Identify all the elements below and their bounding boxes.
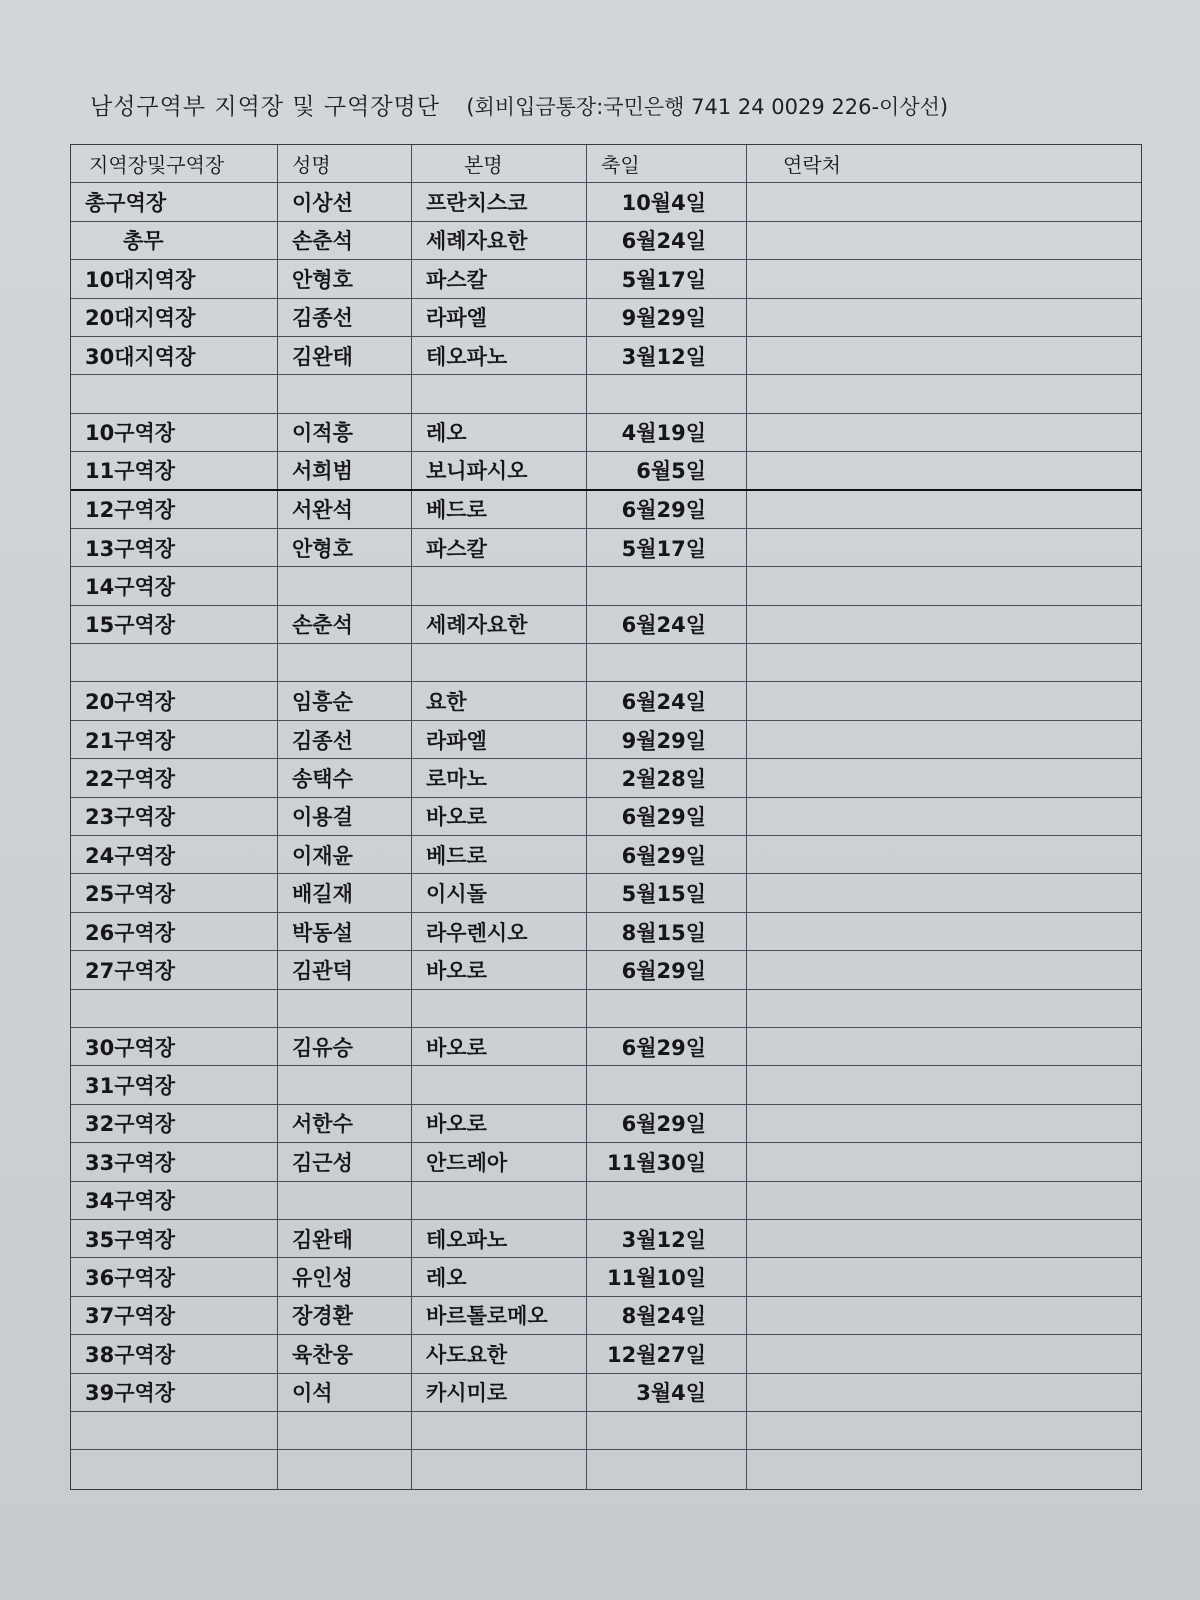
- cell-name: 이석: [278, 1374, 412, 1411]
- cell-name: 서희범: [278, 452, 412, 488]
- cell-contact: [747, 1105, 1141, 1142]
- cell-contact: [747, 644, 1141, 681]
- cell-name: 김완태: [278, 1220, 412, 1257]
- cell-name: [278, 1182, 412, 1219]
- cell-baptismal-name: 세례자요한: [412, 222, 587, 259]
- cell-contact: [747, 798, 1141, 835]
- cell-role: 20대지역장: [71, 299, 278, 336]
- cell-name: 임흥순: [278, 682, 412, 719]
- cell-role: 27구역장: [71, 951, 278, 988]
- cell-baptismal-name: 안드레아: [412, 1143, 587, 1180]
- cell-feast-day: 6월24일: [587, 606, 747, 643]
- table-row: [71, 299, 1141, 337]
- cell-contact: [747, 606, 1141, 643]
- cell-feast-day: 11월30일: [587, 1143, 747, 1180]
- cell-contact: [747, 414, 1141, 451]
- cell-role: [71, 1450, 278, 1488]
- cell-name: 배길재: [278, 874, 412, 911]
- cell-role: [71, 375, 278, 412]
- document-title: [90, 88, 948, 121]
- cell-name: 안형호: [278, 529, 412, 566]
- cell-baptismal-name: 사도요한: [412, 1335, 587, 1372]
- table-row: [71, 1450, 1141, 1488]
- cell-role: 34구역장: [71, 1182, 278, 1219]
- table-row: [71, 183, 1141, 221]
- cell-contact: [747, 491, 1141, 528]
- cell-name: [278, 1450, 412, 1488]
- table-row: [71, 1258, 1141, 1296]
- cell-feast-day: 6월29일: [587, 836, 747, 873]
- cell-feast-day: 6월24일: [587, 682, 747, 719]
- cell-contact: [747, 452, 1141, 488]
- cell-baptismal-name: 바오로: [412, 1028, 587, 1065]
- cell-role: 20구역장: [71, 682, 278, 719]
- header-contact: 연락처: [783, 153, 841, 178]
- cell-baptismal-name: [412, 1412, 587, 1449]
- cell-baptismal-name: 레오: [412, 1258, 587, 1295]
- cell-feast-day: 6월29일: [587, 491, 747, 528]
- cell-name: 송택수: [278, 759, 412, 796]
- cell-name: 김종선: [278, 721, 412, 758]
- cell-name: 김관덕: [278, 951, 412, 988]
- cell-baptismal-name: 바르톨로메오: [412, 1297, 587, 1334]
- roster-table: [70, 144, 1142, 1490]
- cell-contact: [747, 721, 1141, 758]
- cell-feast-day: 12월27일: [587, 1335, 747, 1372]
- cell-role: 39구역장: [71, 1374, 278, 1411]
- cell-role: 총무: [71, 222, 278, 259]
- table-row: [71, 1028, 1141, 1066]
- cell-baptismal-name: 라파엘: [412, 299, 587, 336]
- cell-name: 육찬웅: [278, 1335, 412, 1372]
- title-text: 남성구역부 지역장 및 구역장명단: [90, 94, 440, 120]
- cell-name: 서완석: [278, 491, 412, 528]
- cell-contact: [747, 913, 1141, 950]
- cell-name: [278, 644, 412, 681]
- table-row: [71, 452, 1141, 490]
- table-row: [71, 644, 1141, 682]
- cell-feast-day: 10월4일: [587, 183, 747, 220]
- cell-baptismal-name: 바오로: [412, 951, 587, 988]
- cell-role: 22구역장: [71, 759, 278, 796]
- cell-role: [71, 990, 278, 1027]
- cell-feast-day: 9월29일: [587, 721, 747, 758]
- cell-baptismal-name: [412, 1450, 587, 1488]
- table-row: [71, 1297, 1141, 1335]
- cell-feast-day: [587, 1182, 747, 1219]
- cell-baptismal-name: [412, 1182, 587, 1219]
- cell-baptismal-name: 바오로: [412, 1105, 587, 1142]
- cell-role: 15구역장: [71, 606, 278, 643]
- table-row: [71, 874, 1141, 912]
- cell-feast-day: 5월15일: [587, 874, 747, 911]
- cell-name: 이상선: [278, 183, 412, 220]
- cell-feast-day: 3월12일: [587, 337, 747, 374]
- cell-feast-day: 9월29일: [587, 299, 747, 336]
- cell-contact: [747, 990, 1141, 1027]
- cell-feast-day: 6월5일: [587, 452, 747, 488]
- cell-baptismal-name: [412, 567, 587, 604]
- cell-feast-day: [587, 1412, 747, 1449]
- cell-baptismal-name: 로마노: [412, 759, 587, 796]
- table-row: [71, 567, 1141, 605]
- cell-contact: [747, 299, 1141, 336]
- cell-baptismal-name: 테오파노: [412, 337, 587, 374]
- table-row: [71, 1412, 1141, 1450]
- table-row: [71, 375, 1141, 413]
- cell-role: 13구역장: [71, 529, 278, 566]
- cell-contact: [747, 1220, 1141, 1257]
- table-header-row: [71, 145, 1141, 183]
- cell-name: [278, 567, 412, 604]
- table-row: [71, 529, 1141, 567]
- cell-feast-day: 5월17일: [587, 260, 747, 297]
- cell-role: 11구역장: [71, 452, 278, 488]
- cell-role: 37구역장: [71, 1297, 278, 1334]
- cell-role: 33구역장: [71, 1143, 278, 1180]
- cell-feast-day: 6월24일: [587, 222, 747, 259]
- cell-role: 38구역장: [71, 1335, 278, 1372]
- cell-contact: [747, 1143, 1141, 1180]
- cell-contact: [747, 1450, 1141, 1488]
- cell-feast-day: 4월19일: [587, 414, 747, 451]
- cell-contact: [747, 836, 1141, 873]
- cell-baptismal-name: 라파엘: [412, 721, 587, 758]
- cell-feast-day: [587, 1450, 747, 1488]
- cell-feast-day: [587, 644, 747, 681]
- cell-baptismal-name: 보니파시오: [412, 452, 587, 488]
- cell-name: 손춘석: [278, 606, 412, 643]
- cell-name: 박동설: [278, 913, 412, 950]
- cell-contact: [747, 759, 1141, 796]
- cell-feast-day: 2월28일: [587, 759, 747, 796]
- cell-contact: [747, 222, 1141, 259]
- cell-name: [278, 1412, 412, 1449]
- cell-feast-day: [587, 375, 747, 412]
- table-row: [71, 1374, 1141, 1412]
- table-row: [71, 222, 1141, 260]
- cell-name: 김완태: [278, 337, 412, 374]
- cell-contact: [747, 260, 1141, 297]
- cell-role: 24구역장: [71, 836, 278, 873]
- cell-name: 김근성: [278, 1143, 412, 1180]
- table-row: [71, 1105, 1141, 1143]
- cell-role: 총구역장: [71, 183, 278, 220]
- cell-feast-day: 11월10일: [587, 1258, 747, 1295]
- table-row: [71, 721, 1141, 759]
- cell-baptismal-name: 세례자요한: [412, 606, 587, 643]
- cell-contact: [747, 1412, 1141, 1449]
- table-row: [71, 1143, 1141, 1181]
- cell-name: 김종선: [278, 299, 412, 336]
- cell-contact: [747, 183, 1141, 220]
- table-row: [71, 836, 1141, 874]
- cell-role: 23구역장: [71, 798, 278, 835]
- cell-contact: [747, 529, 1141, 566]
- header-name: 성명: [278, 145, 412, 182]
- cell-role: 14구역장: [71, 567, 278, 604]
- cell-contact: [747, 1258, 1141, 1295]
- cell-name: 이용걸: [278, 798, 412, 835]
- cell-name: 장경환: [278, 1297, 412, 1334]
- cell-role: [71, 1412, 278, 1449]
- cell-role: 10대지역장: [71, 260, 278, 297]
- header-feast-day: 축일: [587, 145, 747, 182]
- table-row: [71, 1182, 1141, 1220]
- cell-name: [278, 1066, 412, 1103]
- cell-baptismal-name: 이시돌: [412, 874, 587, 911]
- cell-contact: [747, 1335, 1141, 1372]
- title-note: (회비입금통장:국민은행 741 24 0029 226-이상선): [466, 95, 949, 119]
- cell-role: 25구역장: [71, 874, 278, 911]
- cell-feast-day: [587, 567, 747, 604]
- cell-baptismal-name: 테오파노: [412, 1220, 587, 1257]
- cell-contact: [747, 951, 1141, 988]
- cell-name: 이적흥: [278, 414, 412, 451]
- cell-role: 10구역장: [71, 414, 278, 451]
- table-row: [71, 913, 1141, 951]
- table-row: [71, 1335, 1141, 1373]
- table-row: [71, 414, 1141, 452]
- cell-baptismal-name: [412, 990, 587, 1027]
- table-row: [71, 759, 1141, 797]
- cell-name: 서한수: [278, 1105, 412, 1142]
- cell-name: 김유승: [278, 1028, 412, 1065]
- header-baptismal-name: 본명: [412, 145, 587, 182]
- cell-baptismal-name: [412, 644, 587, 681]
- cell-feast-day: 3월4일: [587, 1374, 747, 1411]
- cell-role: [71, 644, 278, 681]
- cell-baptismal-name: [412, 375, 587, 412]
- cell-feast-day: 6월29일: [587, 1105, 747, 1142]
- cell-feast-day: 5월17일: [587, 529, 747, 566]
- cell-name: 유인성: [278, 1258, 412, 1295]
- cell-contact: [747, 567, 1141, 604]
- table-row: [71, 337, 1141, 375]
- cell-contact: [747, 1182, 1141, 1219]
- cell-role: 30구역장: [71, 1028, 278, 1065]
- cell-feast-day: 6월29일: [587, 1028, 747, 1065]
- cell-feast-day: 8월24일: [587, 1297, 747, 1334]
- table-row: [71, 798, 1141, 836]
- cell-baptismal-name: 프란치스코: [412, 183, 587, 220]
- table-row: [71, 1066, 1141, 1104]
- cell-contact: [747, 874, 1141, 911]
- table-row: [71, 606, 1141, 644]
- cell-contact: [747, 1028, 1141, 1065]
- cell-baptismal-name: 레오: [412, 414, 587, 451]
- cell-feast-day: 6월29일: [587, 951, 747, 988]
- table-row: [71, 260, 1141, 298]
- cell-name: [278, 375, 412, 412]
- cell-baptismal-name: 파스칼: [412, 260, 587, 297]
- cell-baptismal-name: 라우렌시오: [412, 913, 587, 950]
- cell-baptismal-name: 베드로: [412, 836, 587, 873]
- cell-role: 31구역장: [71, 1066, 278, 1103]
- cell-feast-day: 6월29일: [587, 798, 747, 835]
- cell-baptismal-name: 카시미로: [412, 1374, 587, 1411]
- cell-baptismal-name: 베드로: [412, 491, 587, 528]
- cell-role: 30대지역장: [71, 337, 278, 374]
- cell-name: 이재윤: [278, 836, 412, 873]
- table-row: [71, 491, 1141, 529]
- cell-role: 32구역장: [71, 1105, 278, 1142]
- cell-role: 21구역장: [71, 721, 278, 758]
- cell-name: 안형호: [278, 260, 412, 297]
- cell-feast-day: 3월12일: [587, 1220, 747, 1257]
- cell-role: 36구역장: [71, 1258, 278, 1295]
- cell-role: 12구역장: [71, 491, 278, 528]
- cell-name: [278, 990, 412, 1027]
- cell-role: 26구역장: [71, 913, 278, 950]
- cell-contact: [747, 1297, 1141, 1334]
- cell-feast-day: [587, 1066, 747, 1103]
- cell-baptismal-name: 파스칼: [412, 529, 587, 566]
- cell-contact: [747, 375, 1141, 412]
- cell-baptismal-name: 바오로: [412, 798, 587, 835]
- cell-role: 35구역장: [71, 1220, 278, 1257]
- cell-contact: [747, 682, 1141, 719]
- cell-name: 손춘석: [278, 222, 412, 259]
- cell-feast-day: [587, 990, 747, 1027]
- table-row: [71, 990, 1141, 1028]
- cell-contact: [747, 1374, 1141, 1411]
- table-row: [71, 682, 1141, 720]
- cell-baptismal-name: [412, 1066, 587, 1103]
- table-row: [71, 1220, 1141, 1258]
- header-role: 지역장및구역장: [71, 145, 278, 182]
- table-row: [71, 951, 1141, 989]
- cell-feast-day: 8월15일: [587, 913, 747, 950]
- cell-baptismal-name: 요한: [412, 682, 587, 719]
- cell-contact: [747, 1066, 1141, 1103]
- cell-contact: [747, 337, 1141, 374]
